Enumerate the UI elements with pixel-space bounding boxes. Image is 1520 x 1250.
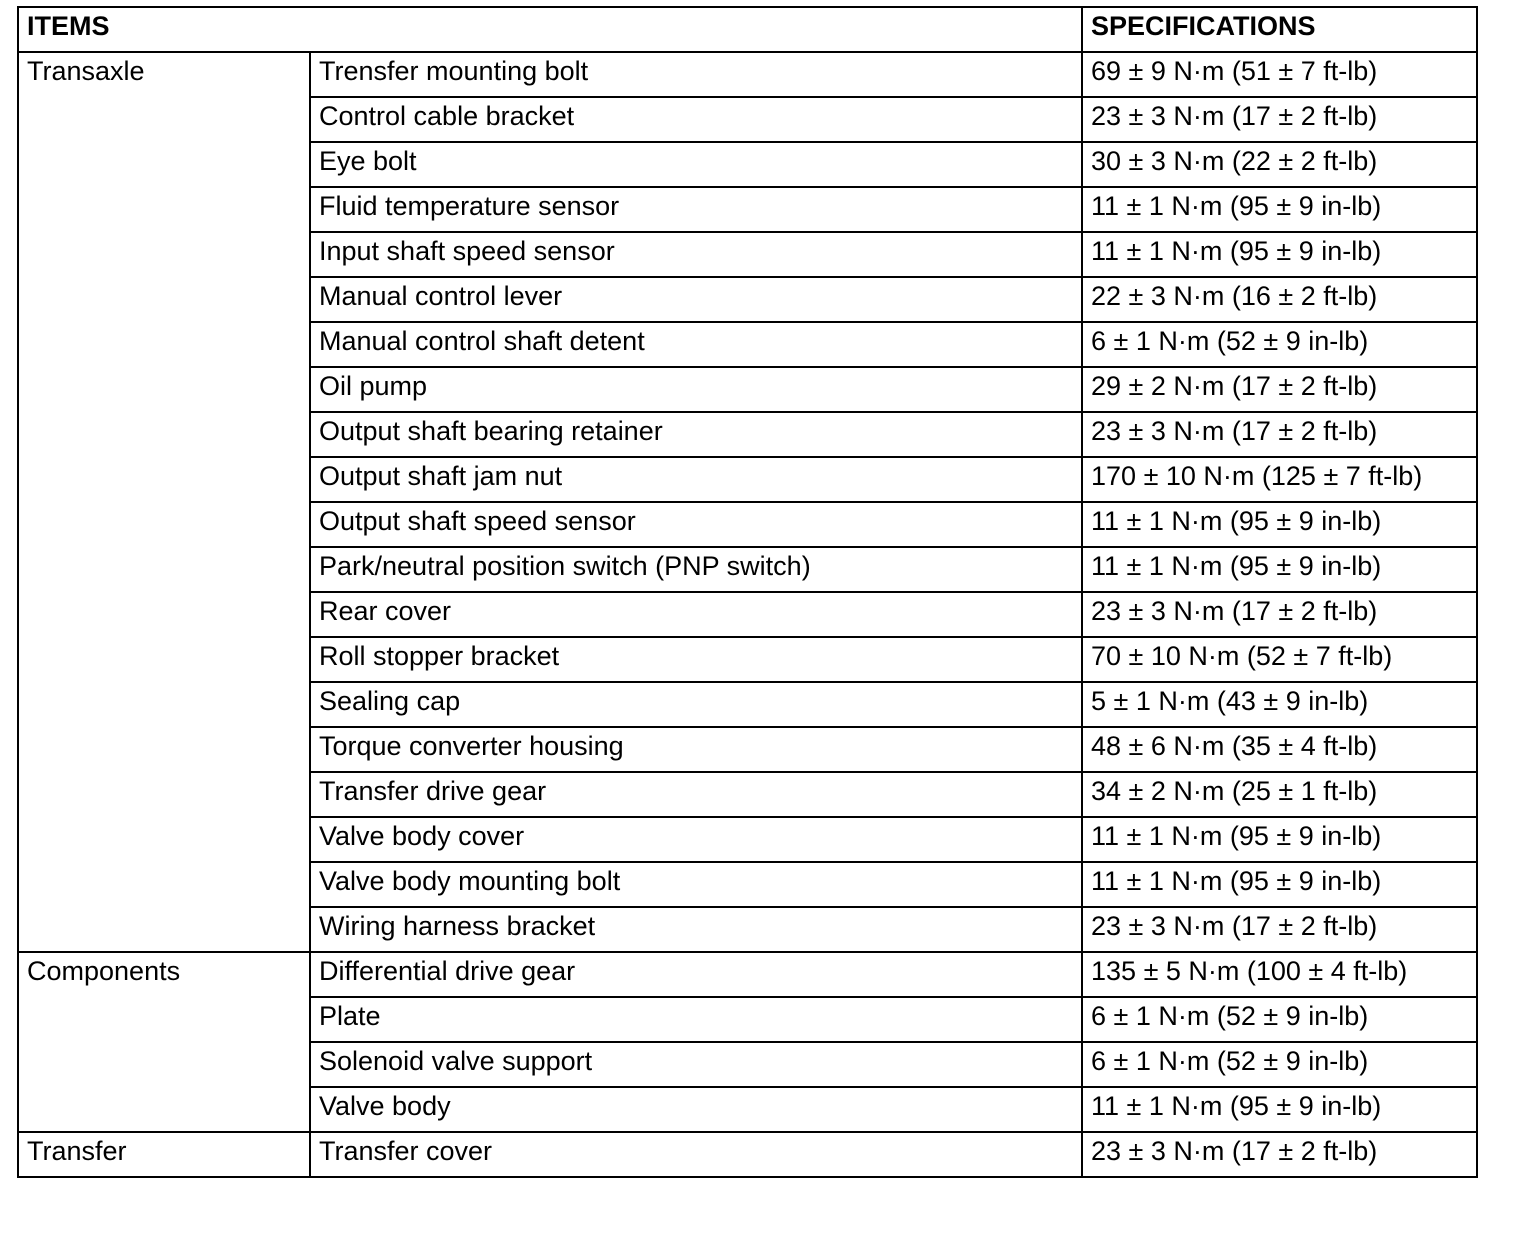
item-cell: Trensfer mounting bolt <box>310 52 1082 97</box>
spec-cell: 48 ± 6 N·m (35 ± 4 ft-lb) <box>1082 727 1477 772</box>
table-row <box>18 952 1477 997</box>
item-cell: Manual control shaft detent <box>310 322 1082 367</box>
spec-cell: 29 ± 2 N·m (17 ± 2 ft-lb) <box>1082 367 1477 412</box>
item-cell: Transfer drive gear <box>310 772 1082 817</box>
spec-cell: 11 ± 1 N·m (95 ± 9 in-lb) <box>1082 502 1477 547</box>
item-cell: Output shaft jam nut <box>310 457 1082 502</box>
item-cell: Output shaft speed sensor <box>310 502 1082 547</box>
spec-cell: 6 ± 1 N·m (52 ± 9 in-lb) <box>1082 1042 1477 1087</box>
group-name-cell: Transfer <box>18 1132 310 1177</box>
spec-cell: 23 ± 3 N·m (17 ± 2 ft-lb) <box>1082 412 1477 457</box>
item-cell: Valve body <box>310 1087 1082 1132</box>
items-header: ITEMS <box>18 7 1082 52</box>
item-cell: Differential drive gear <box>310 952 1082 997</box>
spec-cell: 23 ± 3 N·m (17 ± 2 ft-lb) <box>1082 1132 1477 1177</box>
item-cell: Eye bolt <box>310 142 1082 187</box>
torque-spec-table <box>17 6 1478 1178</box>
item-cell: Sealing cap <box>310 682 1082 727</box>
item-cell: Torque converter housing <box>310 727 1082 772</box>
spec-cell: 11 ± 1 N·m (95 ± 9 in-lb) <box>1082 817 1477 862</box>
spec-cell: 11 ± 1 N·m (95 ± 9 in-lb) <box>1082 187 1477 232</box>
item-cell: Solenoid valve support <box>310 1042 1082 1087</box>
spec-cell: 30 ± 3 N·m (22 ± 2 ft-lb) <box>1082 142 1477 187</box>
spec-cell: 23 ± 3 N·m (17 ± 2 ft-lb) <box>1082 592 1477 637</box>
spec-cell: 23 ± 3 N·m (17 ± 2 ft-lb) <box>1082 907 1477 952</box>
spec-cell: 23 ± 3 N·m (17 ± 2 ft-lb) <box>1082 97 1477 142</box>
spec-cell: 69 ± 9 N·m (51 ± 7 ft-lb) <box>1082 52 1477 97</box>
item-cell: Control cable bracket <box>310 97 1082 142</box>
item-cell: Output shaft bearing retainer <box>310 412 1082 457</box>
spec-cell: 11 ± 1 N·m (95 ± 9 in-lb) <box>1082 862 1477 907</box>
item-cell: Manual control lever <box>310 277 1082 322</box>
spec-cell: 34 ± 2 N·m (25 ± 1 ft-lb) <box>1082 772 1477 817</box>
spec-cell: 5 ± 1 N·m (43 ± 9 in-lb) <box>1082 682 1477 727</box>
spec-cell: 135 ± 5 N·m (100 ± 4 ft-lb) <box>1082 952 1477 997</box>
spec-cell: 170 ± 10 N·m (125 ± 7 ft-lb) <box>1082 457 1477 502</box>
item-cell: Rear cover <box>310 592 1082 637</box>
table-header-row <box>18 7 1477 52</box>
item-cell: Oil pump <box>310 367 1082 412</box>
table-row <box>18 52 1477 97</box>
group-name-cell: Transaxle <box>18 52 310 952</box>
item-cell: Park/neutral position switch (PNP switch) <box>310 547 1082 592</box>
group-name-cell: Components <box>18 952 310 1132</box>
spec-cell: 11 ± 1 N·m (95 ± 9 in-lb) <box>1082 547 1477 592</box>
spec-cell: 70 ± 10 N·m (52 ± 7 ft-lb) <box>1082 637 1477 682</box>
item-cell: Input shaft speed sensor <box>310 232 1082 277</box>
item-cell: Valve body cover <box>310 817 1082 862</box>
spec-cell: 22 ± 3 N·m (16 ± 2 ft-lb) <box>1082 277 1477 322</box>
table-row <box>18 1132 1477 1177</box>
item-cell: Wiring harness bracket <box>310 907 1082 952</box>
table-body <box>18 52 1477 1177</box>
spec-cell: 6 ± 1 N·m (52 ± 9 in-lb) <box>1082 322 1477 367</box>
item-cell: Valve body mounting bolt <box>310 862 1082 907</box>
item-cell: Transfer cover <box>310 1132 1082 1177</box>
spec-cell: 6 ± 1 N·m (52 ± 9 in-lb) <box>1082 997 1477 1042</box>
item-cell: Fluid temperature sensor <box>310 187 1082 232</box>
specifications-header: SPECIFICATIONS <box>1082 7 1477 52</box>
item-cell: Roll stopper bracket <box>310 637 1082 682</box>
spec-cell: 11 ± 1 N·m (95 ± 9 in-lb) <box>1082 232 1477 277</box>
spec-cell: 11 ± 1 N·m (95 ± 9 in-lb) <box>1082 1087 1477 1132</box>
item-cell: Plate <box>310 997 1082 1042</box>
